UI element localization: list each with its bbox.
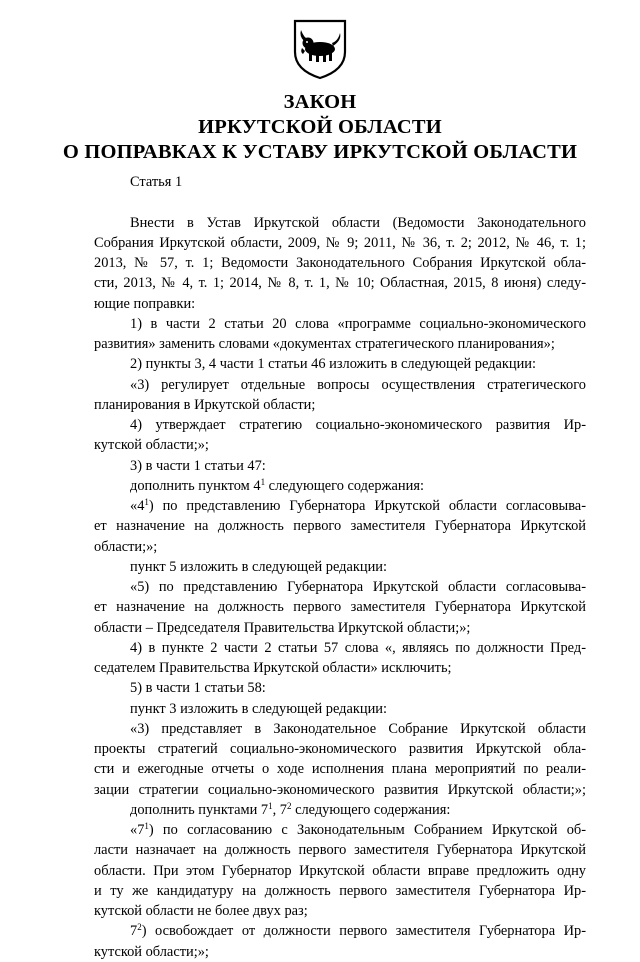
paragraph-line: Собрания Иркутской области, 2009, № 9; 2011, № 36, т. 2; 2012, № 46, т. 1;: [94, 234, 586, 251]
text-run: дополнить пунктом 4: [130, 477, 261, 494]
paragraph-line: пункт 5 изложить в следующей редакции:: [130, 558, 387, 575]
paragraph-line: 4) утверждает стратегию социально-экономического развития Ир-: [130, 417, 586, 433]
paragraph-line: [94, 496, 586, 516]
text-run: «7: [130, 822, 145, 838]
paragraph-line: пункт 3 изложить в следующей редакции:: [130, 700, 387, 717]
paragraph-line: области. При этом Губернатор Иркутской области вправе предложить одну: [94, 862, 586, 879]
paragraph-line: сти и ежегодные отчеты о ходе исполнения плана мероприятий по реали-: [94, 761, 586, 778]
paragraph-line: [94, 800, 586, 820]
paragraph-line: 1) в части 2 статьи 20 слова «программе социально-экономического: [130, 315, 586, 332]
superscript: 1: [268, 800, 273, 811]
superscript: 2: [137, 922, 142, 933]
text-run: ) по представлению Губернатора Иркутской области согласовыва-: [148, 498, 586, 514]
paragraph-line: ющие поправки:: [94, 295, 196, 312]
paragraph-line: 3) в части 1 статьи 47:: [130, 457, 266, 474]
paragraph-line: Внести в Устав Иркутской области (Ведомости Законодательного: [130, 214, 586, 231]
paragraph-line: 2013, № 57, т. 1; Ведомости Законодательного Собрания Иркутской обла-: [94, 255, 586, 271]
paragraph-line: [94, 820, 586, 840]
paragraph-line: развития» заменить словами «документах стратегического планирования»;: [94, 336, 555, 352]
superscript: 2: [287, 800, 292, 811]
law-subject-title: О ПОПРАВКАХ К УСТАВУ ИРКУТСКОЙ ОБЛАСТИ: [62, 141, 578, 163]
paragraph-line: «3) регулирует отдельные вопросы осуществления стратегического: [130, 376, 586, 393]
paragraph-line: области;»;: [94, 538, 158, 555]
paragraph-line: 5) в части 1 статьи 58:: [130, 680, 266, 697]
paragraph-line: ласти назначает на должность первого заместителя Губернатора Иркутской: [94, 842, 586, 859]
paragraph-line: «3) представляет в Законодательное Собрание Иркутской области: [130, 720, 586, 737]
paragraph-line: «5) по представлению Губернатора Иркутской области согласовыва-: [130, 579, 586, 595]
text-run: следующего содержания:: [291, 801, 451, 818]
region-title: ИРКУТСКОЙ ОБЛАСТИ: [198, 116, 442, 138]
law-title: ЗАКОН: [283, 91, 357, 113]
text-run: ) по согласованию с Законодательным Собранием Иркутской об-: [148, 822, 586, 838]
text-run: дополнить пунктами 7: [130, 801, 269, 818]
text-run: «4: [130, 498, 145, 514]
paragraph-line: седателем Правительства Иркутской области» исключить;: [94, 660, 452, 676]
paragraph-line: 2) пункты 3, 4 части 1 статьи 46 изложить в следующей редакции:: [130, 356, 537, 373]
paragraph-line: [94, 921, 586, 941]
superscript: 1: [144, 497, 149, 507]
paragraph-line: кутской области;»;: [94, 943, 209, 960]
paragraph-line: проекты стратегий социально-экономического развития Иркутской обла-: [94, 741, 586, 757]
article-heading: Статья 1: [130, 174, 183, 190]
coat-of-arms-icon: [292, 18, 348, 80]
paragraph-line: 4) в пункте 2 части 2 статьи 57 слова «, являясь по должности Пред-: [130, 639, 586, 656]
text-run: , 7: [272, 801, 287, 818]
paragraph-line: кутской области не более двух раз;: [94, 903, 308, 919]
paragraph-line: сти, 2013, № 4, т. 1; 2014, № 8, т. 1, № 10; Областная, 2015, 8 июня) следу-: [94, 275, 586, 292]
spacer: [94, 192, 586, 212]
text-run: 7: [130, 923, 138, 940]
text-run: следующего содержания:: [265, 477, 424, 494]
paragraph-line: области – Председателя Правительства Иркутской области;»;: [94, 619, 471, 636]
paragraph-line: ет назначение на должность первого заместителя Губернатора Иркутской: [94, 518, 586, 535]
superscript: 1: [260, 476, 266, 487]
paragraph-line: и ту же кандидатуру на должность первого заместителя Губернатора Ир-: [94, 882, 586, 899]
paragraph-line: кутской области;»;: [94, 437, 209, 454]
text-run: ) освобождает от должности первого заместителя Губернатора Ир-: [141, 923, 586, 940]
paragraph-line: зации стратегии социально-экономического развития Иркутской области;»;: [94, 781, 586, 798]
paragraph-line: [94, 476, 586, 496]
paragraph-line: ет назначение на должность первого заместителя Губернатора Иркутской: [94, 599, 586, 616]
article-body: [94, 172, 586, 962]
paragraph-line: планирования в Иркутской области;: [94, 396, 316, 413]
superscript: 1: [144, 821, 149, 831]
